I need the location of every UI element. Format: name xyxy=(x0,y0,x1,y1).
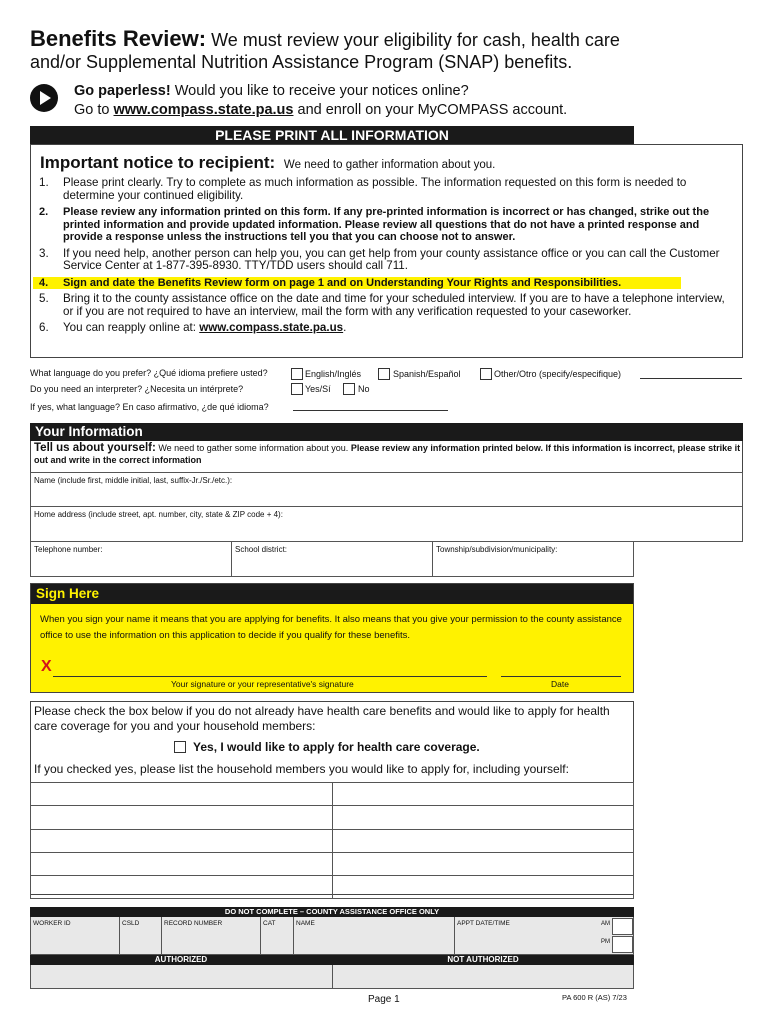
english-label: English/Inglés xyxy=(305,369,362,379)
not-authorized-label: NOT AUTHORIZED xyxy=(447,955,519,964)
record-number-cell xyxy=(162,917,261,954)
appt-cell xyxy=(455,917,633,954)
am-label: AM xyxy=(601,921,610,927)
form-title xyxy=(30,28,750,73)
interpreter-yes-label: Yes/Sí xyxy=(305,384,331,394)
health-coverage-checkbox[interactable] xyxy=(174,741,186,753)
notice-item xyxy=(39,177,735,202)
notice-title xyxy=(40,153,495,173)
notice-item: 6. You can reapply online at: www.compass.state.pa.us. xyxy=(39,321,347,334)
notice-subtitle: We need to gather information about you. xyxy=(283,159,496,171)
notice-title-text: Important notice to recipient: xyxy=(40,153,276,172)
notice-item xyxy=(39,248,735,273)
title-line2: and/or Supplemental Nutrition Assistance Program (SNAP) benefits. xyxy=(30,52,573,72)
authorization-row xyxy=(30,965,634,989)
household-members-table xyxy=(30,782,634,899)
cat-label: CAT xyxy=(263,920,276,927)
which-language-input[interactable] xyxy=(293,400,448,411)
sign-here-text: When you sign your name it means that you are applying for benefits. It also means that you give your permission to the county assistance office to use the information on this application to decide if you qualify for these benefits. xyxy=(40,614,622,641)
member-cell[interactable] xyxy=(332,783,634,806)
form-id: PA 600 R (AS) 7/23 xyxy=(562,993,627,1002)
office-name-label: NAME xyxy=(296,920,315,927)
other-label: Other/Otro (specify/especifique) xyxy=(494,369,622,379)
notice-item-num: 5. xyxy=(39,292,49,305)
paperless-text: Would you like to receive your notices online? xyxy=(174,83,469,99)
member-cell[interactable] xyxy=(332,829,634,852)
important-notice-box xyxy=(30,144,743,358)
interpreter-no-label: No xyxy=(358,384,370,394)
english-checkbox[interactable] xyxy=(291,368,303,380)
signature-x-mark: X xyxy=(41,658,52,675)
csld-cell xyxy=(120,917,162,954)
cat-cell xyxy=(261,917,294,954)
title-bold: Benefits Review: xyxy=(30,26,207,51)
sign-here-heading: Sign Here xyxy=(31,584,633,604)
telephone-field[interactable] xyxy=(30,541,232,577)
notice-item-text: If you need help, another person can help you, you can get help from your county assistance office or you can call the Customer Service Center at 1-877-395-8930. TTY/TDD users should call 711. xyxy=(63,246,720,272)
spanish-checkbox[interactable] xyxy=(378,368,390,380)
notice-item-num: 6. xyxy=(39,321,49,334)
notice-item-num: 1. xyxy=(39,176,49,189)
notice-item xyxy=(39,293,735,318)
other-checkbox[interactable] xyxy=(480,368,492,380)
member-cell[interactable] xyxy=(31,783,333,806)
other-language-input[interactable] xyxy=(640,368,742,379)
spanish-label: Spanish/Español xyxy=(393,369,461,379)
notice-list xyxy=(39,177,735,339)
interpreter-question: Do you need an interpreter? ¿Necesita un intérprete? xyxy=(30,384,244,394)
table-row xyxy=(31,829,634,852)
notice-item-text: You can reapply online at: xyxy=(63,321,196,334)
which-language-question: If yes, what language? En caso afirmativo, ¿de qué idioma? xyxy=(30,402,269,412)
tell-us-lead: Tell us about yourself: xyxy=(34,442,156,454)
member-cell[interactable] xyxy=(31,876,333,899)
health-coverage-box xyxy=(30,701,634,895)
member-cell[interactable] xyxy=(31,829,333,852)
language-question: What language do you prefer? ¿Qué idioma prefiere usted? xyxy=(30,368,268,378)
notice-item-text: Bring it to the county assistance office on the date and time for your scheduled interview. If you are to have a telephone interview, or if you are not required to have an interview, mail the form with any verification requested to your caseworker. xyxy=(63,292,725,318)
paperless-bold: Go paperless! xyxy=(74,83,171,99)
enroll-text: and enroll on your MyCOMPASS account. xyxy=(297,102,568,118)
township-label: Township/subdivision/municipality: xyxy=(436,545,558,554)
signature-caption: Your signature or your representative's signature xyxy=(171,679,354,689)
go-to-text: Go to xyxy=(74,102,110,118)
notice-item-num: 2. xyxy=(39,206,49,218)
table-row xyxy=(31,852,634,875)
reapply-link[interactable]: www.compass.state.pa.us xyxy=(199,321,344,334)
page-number: Page 1 xyxy=(368,994,400,1005)
authorization-header xyxy=(30,955,634,965)
tell-us-text: We need to gather some information about you. xyxy=(158,443,349,453)
interpreter-yes-checkbox[interactable] xyxy=(291,383,303,395)
tell-us-bold: Please review any information printed below. If this information is incorrect, please strike it out and write in the correct information xyxy=(34,443,741,465)
appt-label: APPT DATE/TIME xyxy=(457,920,510,927)
language-row xyxy=(30,368,268,378)
am-box xyxy=(612,918,633,935)
worker-id-cell xyxy=(31,917,120,954)
office-only-banner: DO NOT COMPLETE – COUNTY ASSISTANCE OFFICE ONLY xyxy=(30,907,634,917)
print-banner: PLEASE PRINT ALL INFORMATION xyxy=(30,126,634,144)
date-caption: Date xyxy=(551,679,569,689)
household-list-prompt: If you checked yes, please list the household members you would like to apply for, including yourself: xyxy=(34,762,569,776)
notice-item xyxy=(39,206,735,244)
township-field[interactable] xyxy=(432,541,634,577)
member-cell[interactable] xyxy=(332,876,634,899)
member-cell[interactable] xyxy=(31,806,333,829)
school-district-label: School district: xyxy=(235,545,288,554)
school-district-field[interactable] xyxy=(231,541,433,577)
office-row xyxy=(30,917,634,955)
your-information-heading: Your Information xyxy=(30,423,743,441)
sign-here-box xyxy=(30,583,634,693)
compass-link[interactable]: www.compass.state.pa.us xyxy=(113,102,294,118)
title-rest: We must review your eligibility for cash, health care xyxy=(211,30,620,50)
paperless-notice xyxy=(74,82,567,120)
play-arrow-icon xyxy=(30,84,58,112)
name-cell xyxy=(294,917,455,954)
notice-item-num: 4. xyxy=(39,276,49,289)
office-use-section xyxy=(30,907,634,989)
member-cell[interactable] xyxy=(332,806,634,829)
notice-item-num: 3. xyxy=(39,246,49,260)
date-input[interactable] xyxy=(501,676,621,677)
member-cell[interactable] xyxy=(332,852,634,875)
table-row xyxy=(31,806,634,829)
worker-id-label: WORKER ID xyxy=(33,920,71,927)
notice-item-text: Please print clearly. Try to complete as much information as possible. The information requested on this form is needed to determine your continued eligibility. xyxy=(63,176,687,202)
home-address-label: Home address (include street, apt. number, city, state & ZIP code + 4): xyxy=(34,510,283,519)
signature-input[interactable] xyxy=(53,676,487,677)
authorized-label: AUTHORIZED xyxy=(154,955,208,964)
tell-us-about-yourself xyxy=(30,441,743,473)
not-authorized-cell xyxy=(333,965,634,988)
member-cell[interactable] xyxy=(31,852,333,875)
csld-label: CSLD xyxy=(122,920,140,927)
health-intro: Please check the box below if you do not already have health care benefits and would like to apply for health care coverage for you and your household members: xyxy=(34,704,610,733)
interpreter-no-checkbox[interactable] xyxy=(343,383,355,395)
table-row xyxy=(31,783,634,806)
home-address-field[interactable] xyxy=(30,506,743,542)
name-field[interactable] xyxy=(30,472,743,507)
table-row xyxy=(31,876,634,899)
notice-item-text: Please review any information printed on this form. If any pre-printed information is incorrect or has changed, strike out the printed information and provide updated information. Please review all questions that do not have a printed response and provide a response unless the instructions tell you that you can choose not to answer. xyxy=(63,206,710,243)
notice-item-highlighted xyxy=(33,277,681,290)
health-checkbox-label: Yes, I would like to apply for health care coverage. xyxy=(193,740,480,754)
authorized-cell xyxy=(31,965,333,988)
pm-box xyxy=(612,936,633,953)
telephone-label: Telephone number: xyxy=(34,545,103,554)
notice-item-text: Sign and date the Benefits Review form on page 1 and on Understanding Your Rights and Responsibilities. xyxy=(63,276,622,289)
pm-label: PM xyxy=(601,939,610,945)
name-field-label: Name (include first, middle initial, last, suffix-Jr./Sr./etc.): xyxy=(34,476,233,485)
record-number-label: RECORD NUMBER xyxy=(164,920,223,927)
